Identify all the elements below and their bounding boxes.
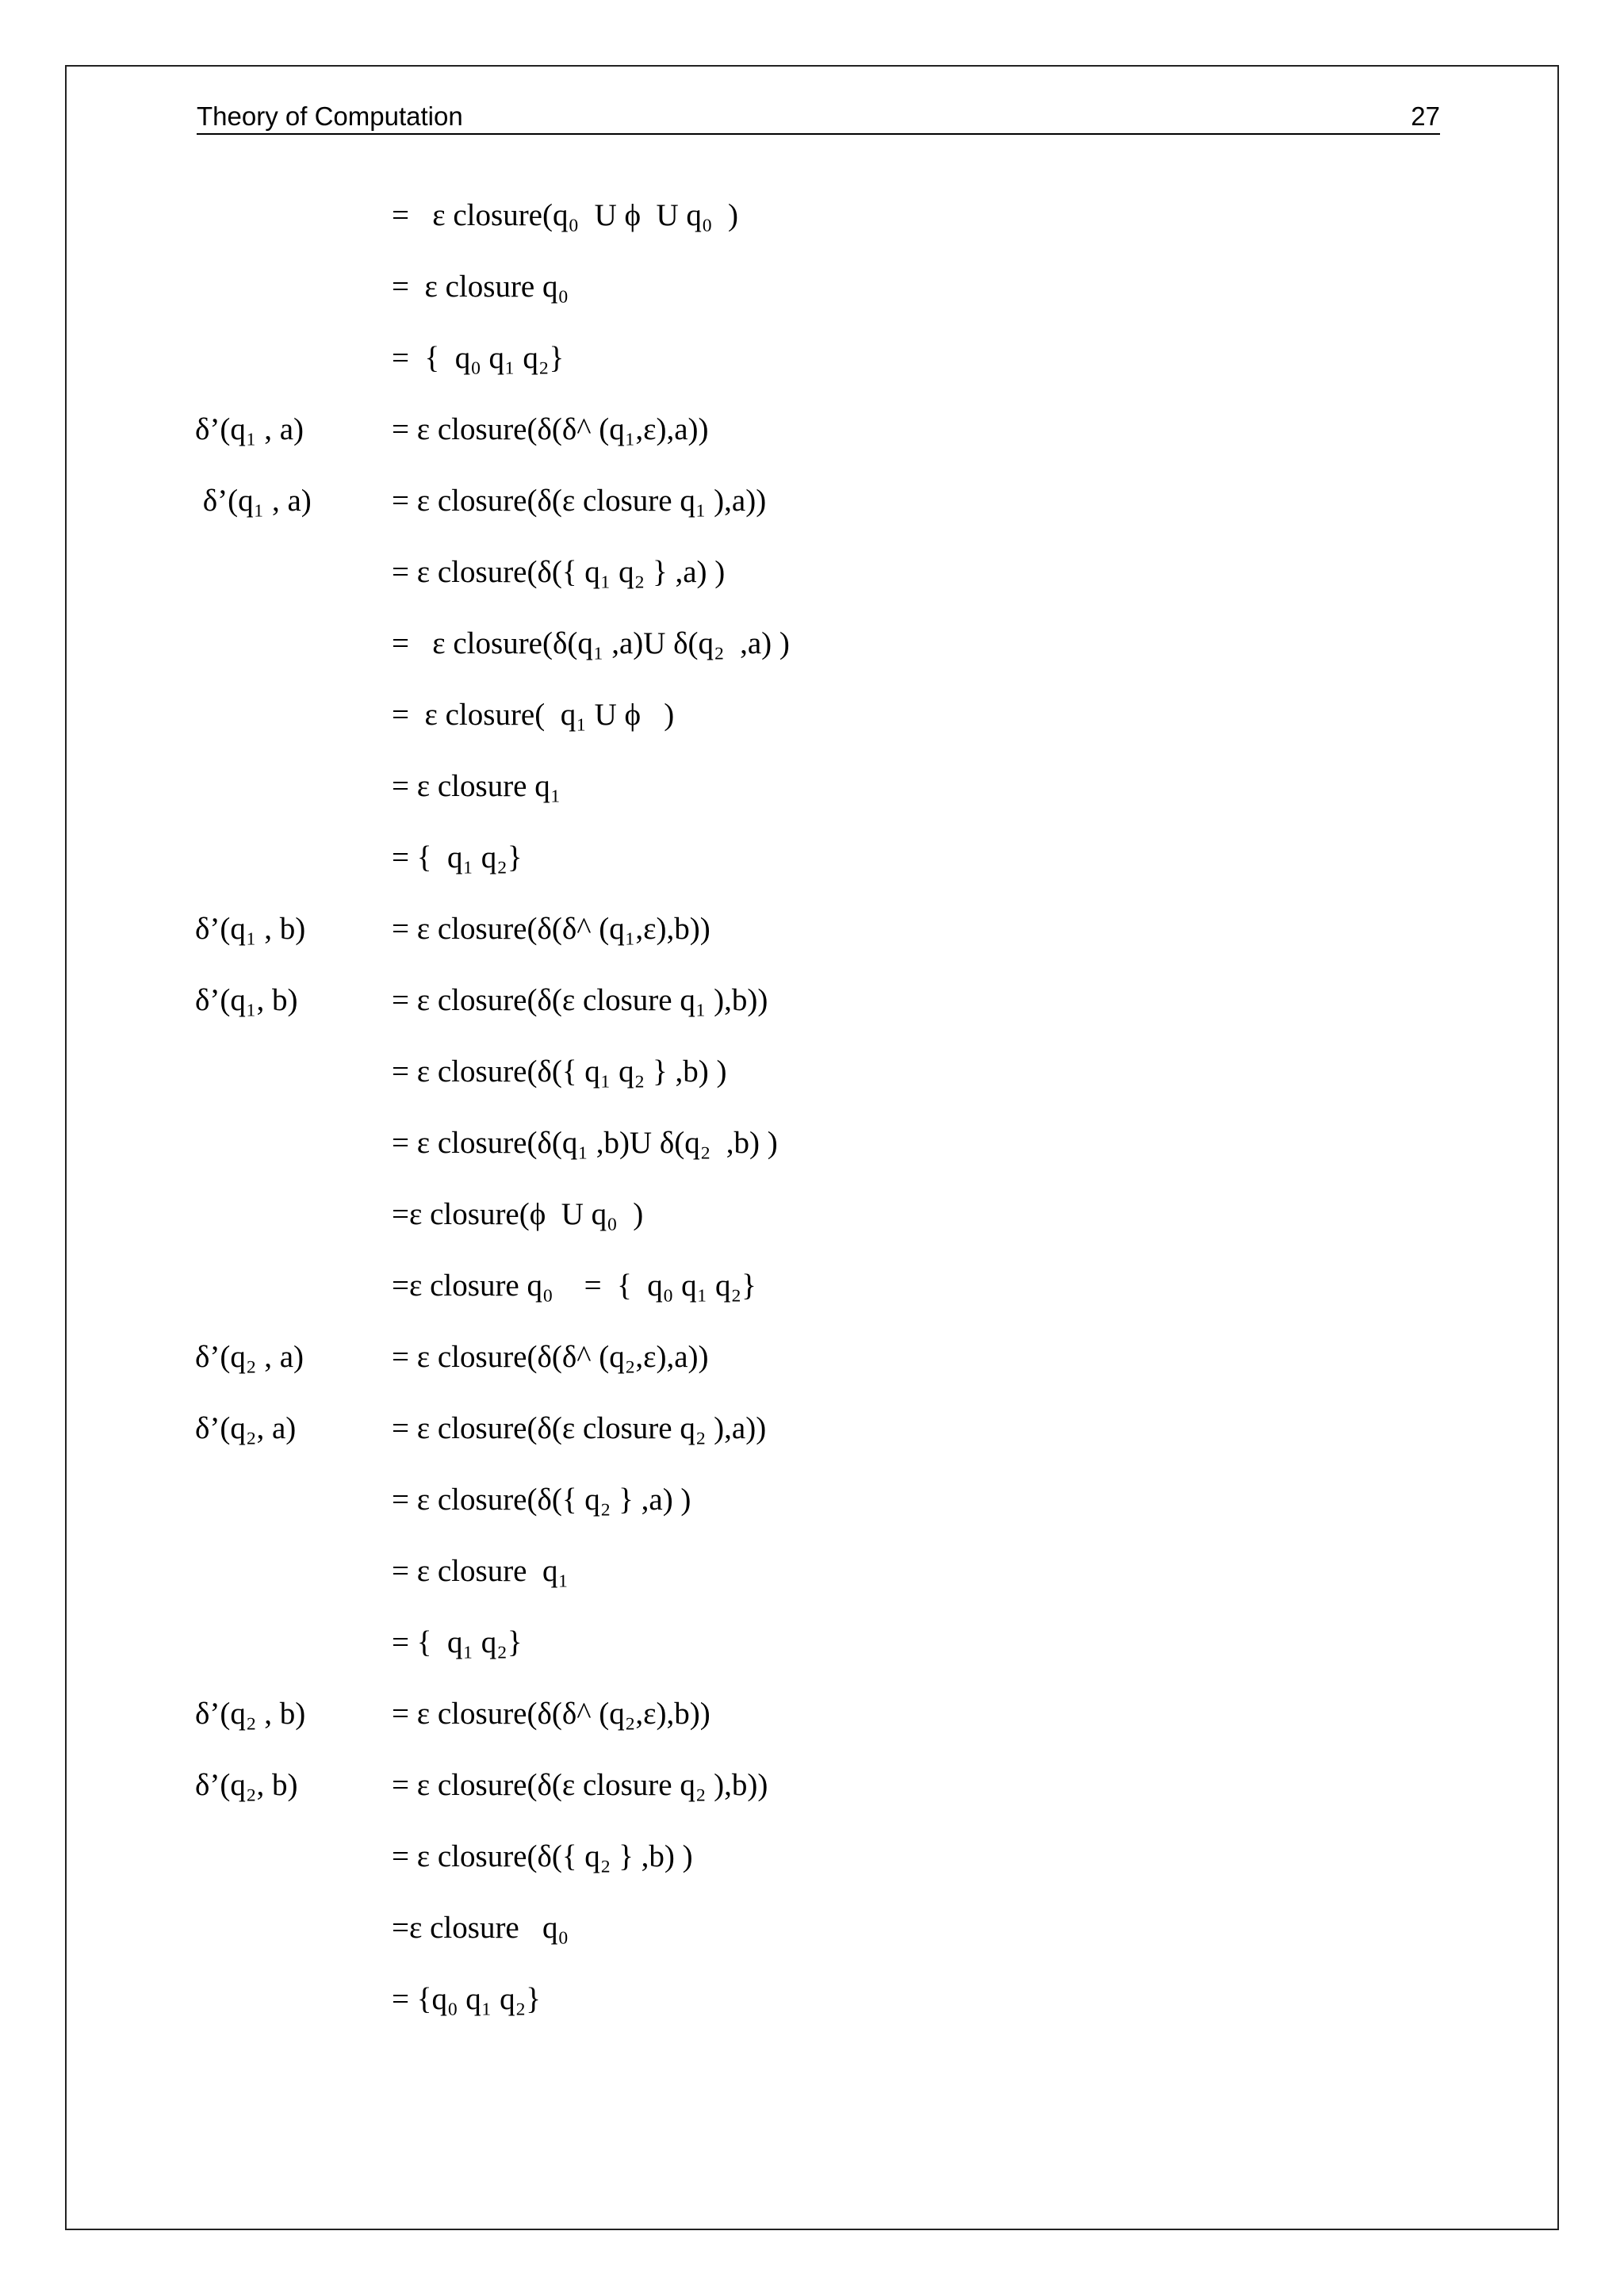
derivation-step: = ε closure(δ(δ^ (q₂,ε),b)) — [392, 1697, 710, 1731]
page-border — [65, 65, 1559, 2230]
derivation-step: = ε closure(δ(q₁ ,a)U δ(q₂ ,a) ) — [392, 626, 790, 660]
derivation-label: δ’(q₂ , a) — [195, 1340, 304, 1374]
derivation-step: = ε closure(δ(ε closure q₁ ),b)) — [392, 983, 768, 1017]
derivation-step: = { q₁ q₂} — [392, 1625, 523, 1659]
derivation-step: = {q₀ q₁ q₂} — [392, 1982, 541, 2016]
derivation-step: = { q₀ q₁ q₂} — [392, 341, 565, 375]
derivation-step: = ε closure(δ({ q₁ q₂ } ,a) ) — [392, 555, 726, 589]
derivation-step: = ε closure q₁ — [392, 769, 561, 803]
derivation-label: δ’(q₂ , b) — [195, 1697, 306, 1731]
derivation-step: = ε closure(δ({ q₁ q₂ } ,b) ) — [392, 1054, 727, 1089]
derivation-label: δ’(q₁ , a) — [195, 484, 312, 518]
derivation-step: = ε closure(q₀ U ϕ U q₀ ) — [392, 198, 739, 232]
derivation-step: = ε closure(δ(ε closure q₂ ),a)) — [392, 1411, 767, 1445]
derivation-step: = ε closure(δ(δ^ (q₁,ε),b)) — [392, 912, 710, 946]
derivation-step: = { q₁ q₂} — [392, 840, 523, 874]
derivation-step: = ε closure( q₁ U ϕ ) — [392, 698, 675, 732]
derivation-label: δ’(q₁, b) — [195, 983, 298, 1017]
derivation-label: δ’(q₁ , b) — [195, 912, 306, 946]
derivation-step: = ε closure(δ({ q₂ } ,a) ) — [392, 1483, 691, 1517]
derivation-label: δ’(q₁ , a) — [195, 412, 304, 446]
derivation-step: = ε closure q₀ — [392, 270, 569, 304]
derivation-step: =ε closure q₀ — [392, 1911, 569, 1945]
header-title: Theory of Computation — [197, 101, 463, 131]
derivation-step: = ε closure(δ(ε closure q₁ ),a)) — [392, 484, 767, 518]
page-number: 27 — [1411, 101, 1440, 131]
derivation-label: δ’(q₂, a) — [195, 1411, 297, 1445]
page-header — [197, 97, 1440, 135]
derivation-step: = ε closure(δ(δ^ (q₂,ε),a)) — [392, 1340, 709, 1374]
derivation-step: =ε closure(ϕ U q₀ ) — [392, 1197, 644, 1231]
derivation-step: = ε closure(δ(ε closure q₂ ),b)) — [392, 1768, 768, 1802]
derivation-step: = ε closure(δ(δ^ (q₁,ε),a)) — [392, 412, 709, 446]
derivation-label: δ’(q₂, b) — [195, 1768, 298, 1802]
derivation-step: = ε closure q₁ — [392, 1554, 569, 1588]
derivation-step: = ε closure(δ(q₁ ,b)U δ(q₂ ,b) ) — [392, 1126, 778, 1160]
derivation-step: =ε closure q₀ = { q₀ q₁ q₂} — [392, 1269, 756, 1303]
derivation-step: = ε closure(δ({ q₂ } ,b) ) — [392, 1839, 693, 1873]
